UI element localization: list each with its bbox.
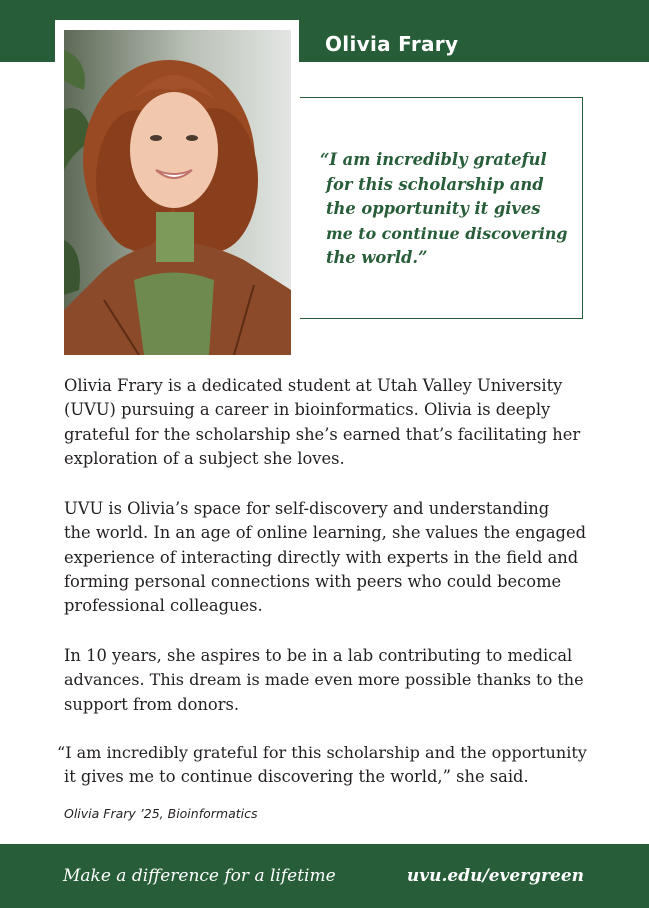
pull-quote-line: me to continue discovering: [326, 223, 568, 243]
student-photo: [64, 30, 291, 355]
attribution: Olivia Frary ’25, Bioinformatics: [64, 806, 258, 821]
pull-quote-line: the world.”: [326, 248, 428, 267]
text-line: experience of interacting directly with experts in the field and: [64, 547, 579, 567]
text-line: professional colleagues.: [64, 596, 263, 616]
footer-url-link[interactable]: uvu.edu/evergreen: [406, 866, 584, 886]
text-line: Olivia Frary is a dedicated student at Utah Valley University: [64, 376, 563, 395]
quote-paragraph: [57, 741, 592, 790]
text-line: it gives me to continue discovering the world,” she said.: [64, 767, 529, 787]
aspiration-paragraph: [64, 644, 589, 717]
pull-quote-line: “I am incredibly grateful: [320, 150, 547, 169]
text-line: the world. In an age of online learning, she values the engaged: [64, 523, 587, 543]
uvu-paragraph: [64, 497, 589, 618]
text-line: grateful for the scholarship she’s earned that’s facilitating her: [64, 424, 581, 444]
intro-paragraph: [64, 374, 589, 471]
text-line: forming personal connections with peers who could become: [64, 571, 562, 591]
text-line: (UVU) pursuing a career in bioinformatics. Olivia is deeply: [64, 400, 551, 420]
pull-quote-line: for this scholarship and: [326, 174, 544, 194]
pull-quote-line: the opportunity it gives: [326, 199, 541, 218]
photo-frame: [55, 20, 299, 363]
text-line: UVU is Olivia’s space for self-discovery and understanding: [64, 499, 550, 518]
text-line: In 10 years, she aspires to be in a lab contributing to medical: [64, 646, 573, 665]
pull-quote: [320, 148, 570, 271]
text-line: exploration of a subject she loves.: [64, 448, 345, 468]
footer-tagline: Make a difference for a lifetime: [63, 866, 336, 886]
text-line: support from donors.: [64, 694, 240, 714]
text-line: advances. This dream is made even more possible thanks to the: [64, 670, 584, 690]
student-name: Olivia Frary: [325, 32, 459, 56]
text-line: “I am incredibly grateful for this scholarship and the opportunity: [57, 743, 587, 762]
